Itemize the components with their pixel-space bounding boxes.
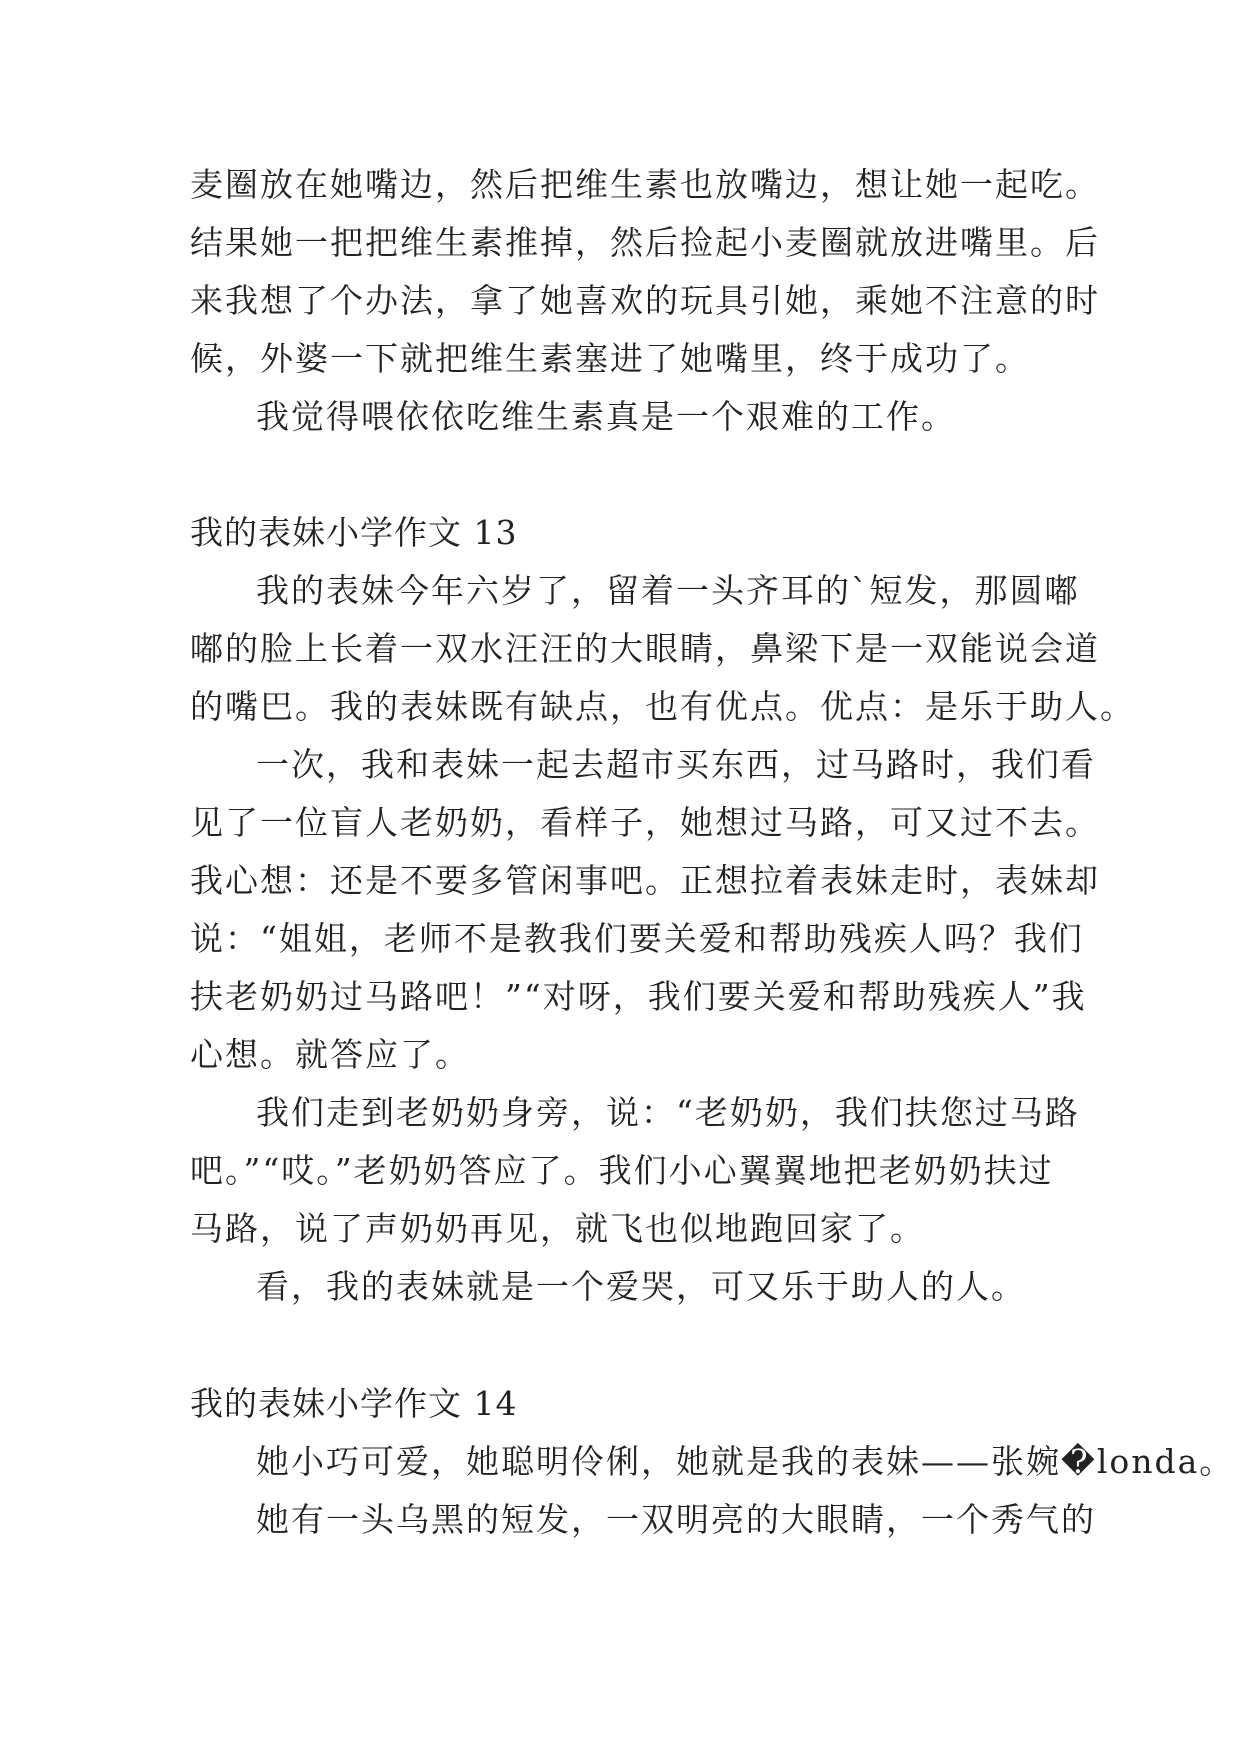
text-line: 一次，我和表妹一起去超市买东西，过马路时，我们看 (256, 745, 1096, 784)
text-line: 心想。就答应了。 (190, 1035, 470, 1074)
text-line: 来我想了个办法，拿了她喜欢的玩具引她，乘她不注意的时 (190, 281, 1100, 320)
text-line: 马路，说了声奶奶再见，就飞也似地跑回家了。 (190, 1209, 925, 1248)
text-line: 她小巧可爱，她聪明伶俐，她就是我的表妹——张婉�londa。 (256, 1442, 1235, 1481)
text-line: 我觉得喂依依吃维生素真是一个艰难的工作。 (256, 397, 956, 436)
text-line: 吧。”“哎。”老奶奶答应了。我们小心翼翼地把老奶奶扶过 (190, 1151, 1054, 1190)
text-line: 结果她一把把维生素推掉，然后捡起小麦圈就放进嘴里。后 (190, 223, 1100, 262)
text-line: 扶老奶奶过马路吧！”“对呀，我们要关爱和帮助残疾人”我 (190, 977, 1087, 1016)
text-line: 见了一位盲人老奶奶，看样子，她想过马路，可又过不去。 (190, 803, 1100, 842)
text-line: 的嘴巴。我的表妹既有缺点，也有优点。优点：是乐于助人。 (190, 687, 1135, 726)
section-title: 我的表妹小学作文 13 (190, 513, 518, 552)
text-line: 她有一头乌黑的短发，一双明亮的大眼睛，一个秀气的 (256, 1500, 1096, 1539)
text-line: 看，我的表妹就是一个爱哭，可又乐于助人的人。 (256, 1267, 1026, 1306)
section-title: 我的表妹小学作文 14 (190, 1384, 518, 1423)
text-line: 嘟的脸上长着一双水汪汪的大眼睛，鼻梁下是一双能说会道 (190, 629, 1100, 668)
text-line: 候，外婆一下就把维生素塞进了她嘴里，终于成功了。 (190, 339, 1030, 378)
text-line: 说：“姐姐，老师不是教我们要关爱和帮助残疾人吗？我们 (190, 919, 1084, 958)
text-line: 我的表妹今年六岁了，留着一头齐耳的`短发，那圆嘟 (256, 571, 1080, 610)
text-line: 麦圈放在她嘴边，然后把维生素也放嘴边，想让她一起吃。 (190, 165, 1100, 204)
text-line: 我们走到老奶奶身旁，说：“老奶奶，我们扶您过马路 (256, 1093, 1080, 1132)
text-line: 我心想：还是不要多管闲事吧。正想拉着表妹走时，表妹却 (190, 861, 1100, 900)
